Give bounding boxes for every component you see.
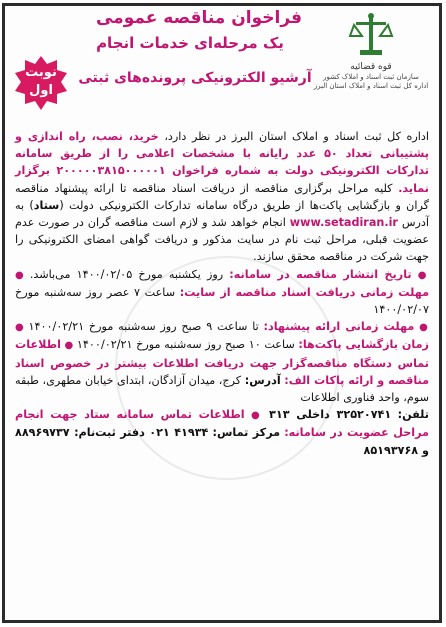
- bullet-icon: ●: [417, 269, 429, 281]
- setad-contact-label: اطلاعات تماس سامانه ستاد جهت انجام مراحل عضویت در سامانه:: [15, 408, 429, 440]
- intro-text-a: اداره کل ثبت اسناد و املاک استان البرز در نظر دارد،: [164, 130, 430, 143]
- badge-text: [13, 64, 69, 100]
- intro-text-b: کلیه مراحل برگزاری مناقصه از دریافت اسناد مناقصه تا ارائه پیشنهاد مناقصه گران و بازگشایی پاکت‌ها از طریق درگاه سامانه تدارکات الکترونیکی دولت (: [15, 181, 429, 212]
- notice-subtitle-1: یک مرحله‌ای خدمات انجام: [96, 34, 284, 52]
- opening-time-label: زمان بازگشایی پاکت‌ها:: [298, 338, 429, 352]
- intro-text-c: ) به آدرس: [15, 198, 430, 230]
- bullet-icon: ●: [15, 269, 24, 281]
- notice-frame: [2, 3, 442, 623]
- address-label: آدرس:: [244, 373, 281, 387]
- docs-deadline-label: مهلت زمانی دریافت اسناد مناقصه از سایت:: [179, 285, 430, 299]
- org-name: قوه قضائیه: [350, 62, 392, 72]
- bullet-icon: ●: [419, 322, 430, 334]
- scales-of-justice-icon: [348, 12, 394, 60]
- bullet-icon: ●: [15, 322, 24, 334]
- intro-paragraph: [15, 128, 429, 266]
- setad-name: ستاد: [33, 198, 60, 212]
- notice-subtitle-2: آرشیو الکترونیکی پرونده‌های ثبتی: [78, 70, 312, 86]
- judiciary-emblem: [311, 12, 431, 122]
- publish-date-value: روز یکشنبه مورخ ۱۴۰۰/۰۲/۰۵ می‌باشد.: [29, 267, 224, 281]
- bullet-icon: ●: [64, 340, 74, 352]
- intro-text-d: انجام خواهد شد و لازم است مناقصه گران در صورت عدم عضویت قبلی، مراحل ثبت نام در سایت مذکور و دریافت گواهی امضای الکترونیکی را جهت شرکت در مناقصه محقق سازند.: [15, 216, 429, 264]
- bullet-icon: ●: [251, 410, 263, 422]
- offer-deadline-value: تا ساعت ۹ صبح روز سه‌شنبه مورخ ۱۴۰۰/۰۲/۲۱: [28, 320, 259, 334]
- org-line-1: سازمان ثبت اسناد و املاک کشور: [323, 73, 419, 81]
- phone-value: ۳۲۵۲۰۷۴۱ داخلی ۳۱۳: [269, 408, 392, 422]
- address-value: کرج، میدان آزادگان، ابتدای خیابان مطهری، طبقه سوم، واحد فناوری اطلاعات: [15, 373, 429, 405]
- round-badge: [13, 56, 69, 110]
- contact-label: اطلاعات تماس دستگاه مناقصه‌گزار جهت دریافت اطلاعات بیشتر در خصوص اسناد مناقصه و ارائه پاکات الف:: [15, 338, 430, 387]
- publish-date-label: تاریخ انتشار مناقصه در سامانه:: [229, 267, 412, 281]
- docs-deadline-value: ساعت ۷ عصر روز سه‌شنبه مورخ ۱۴۰۰/۰۲/۰۷: [15, 285, 429, 317]
- opening-time-value: ساعت ۱۰ صبح روز سه‌شنبه مورخ ۱۴۰۰/۰۲/۲۱: [76, 338, 295, 352]
- offer-deadline-label: مهلت زمانی ارائه پیشنهاد:: [263, 320, 415, 334]
- setad-website-link[interactable]: www.setadiran.ir: [289, 216, 398, 230]
- badge-line-2: اول: [29, 83, 53, 98]
- call-center-value: ۴۱۹۳۴ ۰۲۱ دفتر ثبت‌نام: ۸۸۹۶۹۷۳۷ و ۸۵۱۹۳۷۶۸: [15, 426, 429, 457]
- publish-date-item: [15, 266, 429, 319]
- phone-label: تلفن:: [397, 408, 429, 422]
- phone-item: [15, 406, 429, 459]
- offer-deadline-item: [15, 318, 429, 406]
- intro-highlight: خرید، نصب، راه اندازی و پشتیبانی تعداد ۵۰ عدد رایانه با مشخصات اعلامی را از طریق سامانه تدارکات الکترونیکی دولت به شماره فراخوان ۲۰۰۰۰۰۳۸۱۵۰۰۰۰۰۱ برگزار نماید.: [15, 130, 430, 195]
- org-line-2: اداره کل ثبت اسناد و املاک استان البرز: [313, 82, 429, 90]
- notice-header: [5, 6, 439, 126]
- call-center-label: مرکز تماس:: [212, 426, 281, 440]
- notice-body: [15, 128, 429, 459]
- notice-title: فراخوان مناقصه عمومی: [95, 8, 303, 28]
- badge-line-1: نوبت: [25, 65, 57, 80]
